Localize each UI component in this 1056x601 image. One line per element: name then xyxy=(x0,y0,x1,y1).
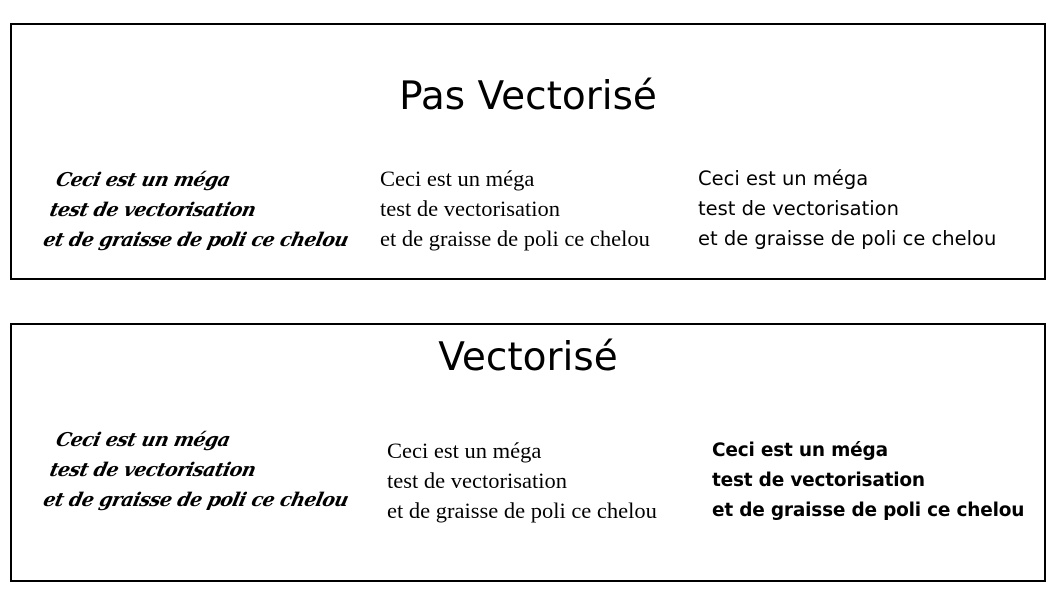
sans-line: test de vectorisation xyxy=(712,470,925,491)
script-line: test de vectorisation xyxy=(47,459,258,481)
serif-line: test de vectorisation xyxy=(387,468,567,493)
panel-title: Vectorisé xyxy=(438,335,618,380)
serif-line: et de graisse de poli ce chelou xyxy=(387,498,657,523)
script-line: Ceci est un méga xyxy=(54,429,232,451)
script-line: et de graisse de poli ce chelou xyxy=(41,229,351,251)
sans-text-sample xyxy=(712,436,1024,526)
script-line: test de vectorisation xyxy=(47,199,258,221)
script-line: Ceci est un méga xyxy=(54,169,232,191)
serif-line: Ceci est un méga xyxy=(387,438,542,463)
serif-line: Ceci est un méga xyxy=(380,166,535,191)
serif-line: test de vectorisation xyxy=(380,196,560,221)
panel-title: Pas Vectorisé xyxy=(399,74,657,119)
script-text-sample xyxy=(40,425,363,515)
sans-line: test de vectorisation xyxy=(698,197,899,220)
script-line: et de graisse de poli ce chelou xyxy=(41,489,351,511)
sans-text-sample xyxy=(698,164,996,254)
serif-text-sample xyxy=(387,436,657,526)
sans-line: Ceci est un méga xyxy=(698,167,869,190)
sans-line: et de graisse de poli ce chelou xyxy=(712,500,1025,521)
script-text-sample xyxy=(40,165,363,255)
serif-text-sample xyxy=(380,164,650,254)
panel-vectorized xyxy=(10,323,1046,582)
sans-line: et de graisse de poli ce chelou xyxy=(698,227,997,250)
sans-line: Ceci est un méga xyxy=(712,440,888,461)
panel-not-vectorized xyxy=(10,23,1046,280)
serif-line: et de graisse de poli ce chelou xyxy=(380,226,650,251)
